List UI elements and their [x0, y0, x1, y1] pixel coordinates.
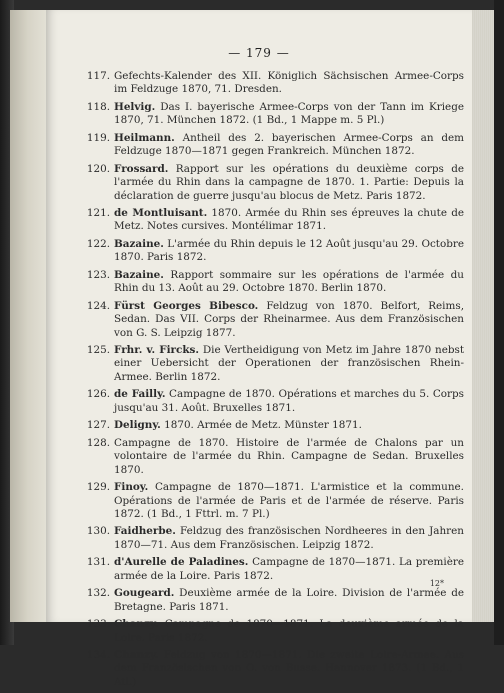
- entry-text: Das I. bayerische Armee-Corps von der Tann im Kriege 1870, 71. München 1872. (1 Bd., 1 Mappe m. 5 Pl.): [114, 100, 464, 127]
- entry-author: Frhr. v. Fircks.: [114, 344, 200, 357]
- entry-number: 119.: [86, 131, 110, 144]
- entry-author: Bazaine.: [114, 237, 164, 250]
- bibliography-entry: [84, 618, 464, 645]
- entry-number: 125.: [86, 344, 110, 357]
- entry-author: Fürst Georges Bibesco.: [114, 299, 259, 312]
- signature-mark: 12*: [429, 579, 444, 588]
- entry-author: Finoy.: [114, 481, 149, 494]
- bibliography-entry: [84, 70, 464, 97]
- entry-text: Feldzug von 1870. Belfort, Reims, Sedan. Das VII. Corps der Rheinarmee. Aus dem Französischen von G. S. Leipzig 1877.: [114, 299, 464, 339]
- bibliography-entry: [84, 269, 464, 296]
- entry-text: L'armée du Rhin depuis le 12 Août jusqu'au 29. Octobre 1870. Paris 1872.: [114, 237, 464, 264]
- entry-text: Campagne de 1870—1871. La première armée de la Loire. Paris 1872.: [114, 556, 464, 582]
- entry-text: Antheil des 2. bayerischen Armee-Corps an dem Feldzuge 1870—1871 gegen Frankreich. München 1872.: [114, 131, 464, 158]
- bibliography-entry: [84, 344, 464, 384]
- entry-text: Deuxième armée de la Loire. Division de l'armée de Bretagne. Paris 1871.: [114, 587, 464, 613]
- entry-author: Bazaine.: [114, 268, 164, 281]
- entry-author: Faidherbe.: [114, 525, 176, 538]
- bibliography-entry: [84, 207, 464, 234]
- entry-author: Gougeard.: [114, 587, 175, 600]
- entry-number: 127.: [86, 419, 110, 432]
- page-number: — 179 —: [228, 46, 290, 60]
- bibliography-entry: [84, 437, 464, 477]
- entry-text: Campagne de 1870—1871. L'armistice et la commune. Opérations de l'armée de Paris et de l'armée de réserve. Paris 1872. (1 Bd., 1 Fttrl. m. 7 Pl.): [114, 481, 464, 520]
- entry-author: de Failly.: [114, 388, 166, 401]
- entry-text: 1870. Armée de Metz. Münster 1871.: [160, 419, 362, 432]
- entry-number: 130.: [86, 525, 110, 538]
- entry-number: 120.: [86, 162, 110, 175]
- entry-author: Chanzy.: [114, 618, 159, 631]
- bibliography-entry: [84, 525, 464, 552]
- background-edge: [494, 0, 504, 645]
- bibliography-entry: [84, 132, 464, 159]
- entry-author: Frossard.: [114, 162, 169, 175]
- entry-number: 133.: [86, 618, 110, 631]
- entry-number: 117.: [86, 70, 110, 82]
- entry-author: Heilmann.: [114, 131, 175, 144]
- entry-number: 123.: [86, 268, 110, 281]
- entry-author: d'Aurelle de Paladines.: [114, 556, 249, 569]
- bibliography-entry: [84, 587, 464, 614]
- entry-number: 122.: [86, 237, 110, 250]
- entry-number: 131.: [86, 556, 110, 569]
- bibliography-entry: [84, 101, 464, 128]
- entry-number: 126.: [86, 388, 110, 401]
- bibliography-entry: [84, 238, 464, 265]
- entry-text: Rapport sur les opérations du deuxième corps de l'armée du Rhin dans la campagne de 1870. 1. Partie: Depuis la déclaration de guerre jusqu'au blocus de Metz. Paris 1872.: [114, 162, 464, 202]
- entry-number: 124.: [86, 299, 110, 312]
- bibliography-entry: [84, 481, 464, 521]
- page-fore-edge: [472, 10, 494, 622]
- entry-number: 134.: [86, 649, 110, 662]
- bibliography-entry: [84, 163, 464, 203]
- entry-text: Feldzug des französischen Nordheeres in den Jahren 1870—71. Aus dem Französischen. Leipzig 1872.: [114, 525, 464, 551]
- entry-author: Deligny.: [114, 419, 161, 432]
- entry-text: Die Vertheidigung von Metz im Jahre 1870 nebst einer Uebersicht der Operationen der französischen Rhein-Armee. Berlin 1872.: [114, 344, 465, 383]
- entry-text: Feldzug von 1870—1871. Die zweite Loire-Armee. Aus dem Französischen von O. von Busse. Hannover 1873. (1 Bd., 1 Atl.): [114, 649, 464, 688]
- bibliography-entry: [84, 388, 464, 415]
- entry-text: Rapport sommaire sur les opérations de l'armée du Rhin du 13. Août au 29. Octobre 1870. Berlin 1870.: [114, 268, 464, 295]
- bibliography-entry: [84, 300, 464, 340]
- entry-text: 1870. Armée du Rhin ses épreuves la chute de Metz. Notes cursives. Montélimar 1871.: [114, 207, 464, 233]
- entry-number: 118.: [86, 100, 110, 113]
- entry-text: Campagne de 1870. Opérations et marches du 5. Corps jusqu'au 31. Août. Bruxelles 1871.: [114, 388, 464, 414]
- bibliography-entry: [84, 556, 464, 583]
- entry-number: 132.: [86, 587, 110, 600]
- entry-author: de Montluisant.: [114, 207, 208, 220]
- entry-text: Campagne de 1870. Histoire de l'armée de Chalons par un volontaire de l'armée du Rhin. Campagne de Sedan. Bruxelles 1870.: [114, 436, 464, 476]
- entry-number: 121.: [86, 207, 110, 220]
- bibliography-entry: [84, 649, 464, 689]
- entry-author: Helvig.: [114, 100, 156, 113]
- entry-author: Chanzy.: [114, 649, 159, 662]
- entry-number: 129.: [86, 481, 110, 494]
- bibliography-list: [84, 70, 464, 693]
- entry-text: Campagne de 1870—1871. La deuxième armée de la Loire. Paris 1872.: [114, 618, 464, 644]
- entry-number: 128.: [86, 436, 110, 449]
- entry-text: Gefechts-Kalender des XII. Königlich Sächsischen Armee-Corps im Feldzuge 1870, 71. Dresden.: [114, 70, 464, 96]
- bibliography-entry: [84, 419, 464, 432]
